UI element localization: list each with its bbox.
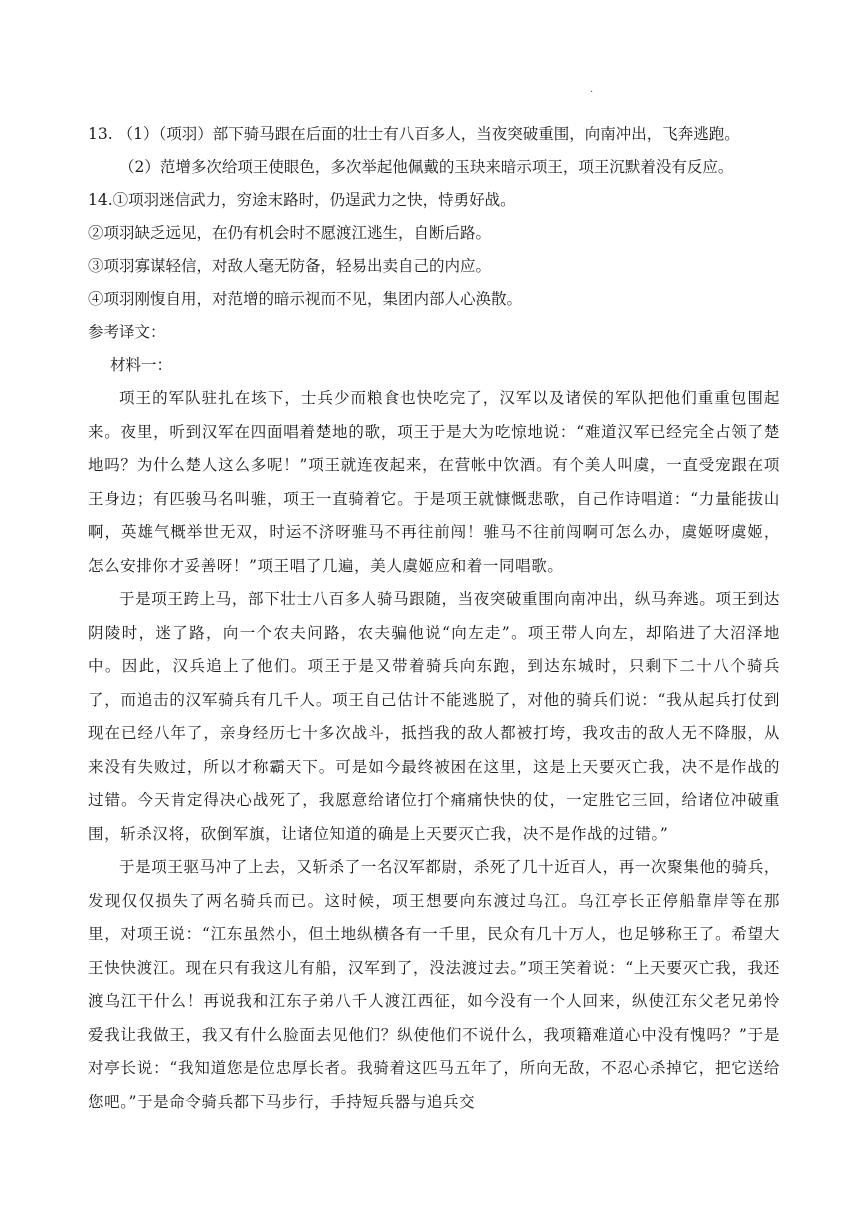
answer-14-1: 14.①项羽迷信武力，穷途末路时，仍逞武力之快，恃勇好战。: [88, 191, 516, 209]
material-label: 材料一：: [110, 356, 173, 374]
reference-heading: 参考译文：: [88, 323, 166, 341]
answer-14-2: ②项羽缺乏远见，在仍有机会时不愿渡江逃生，自断后路。: [88, 224, 492, 242]
answer-content: [88, 118, 780, 1119]
answer-14-4: ④项羽刚愎自用，对范增的暗示视而不见，集团内部人心涣散。: [88, 290, 523, 308]
answer-13-2: （2）范增多次给项王使眼色，多次举起他佩戴的玉玦来暗示项王，项王沉默着没有反应。: [119, 158, 734, 176]
header-dot: .: [590, 84, 594, 95]
answer-14-3: ③项羽寡谋轻信，对敌人毫无防备，轻易出卖自己的内应。: [88, 257, 492, 275]
translation-paragraph-1: 项王的军队驻扎在垓下，士兵少而粮食也快吃完了，汉军以及诸侯的军队把他们重重包围起来。夜里，听到汉军在四面唱着楚地的歌，项王于是大为吃惊地说：“难道汉军已经完全占领了楚地吗？为什么楚人这么多呢！”项王就连夜起来，在营帐中饮酒。有个美人叫虞，一直受宠跟在项王身边；有匹骏马名叫骓，项王一直骑着它。于是项王就慷慨悲歌，自己作诗唱道：“力量能拔山啊，英雄气概举世无双，时运不济呀骓马不再往前闯！骓马不往前闯啊可怎么办，虞姬呀虞姬，怎么安排你才妥善呀！”项王唱了几遍，美人虞姬应和着一同唱歌。: [88, 389, 780, 575]
translation-paragraph-2: 于是项王跨上马，部下壮士八百多人骑马跟随，当夜突破重围向南冲出，纵马奔逃。项王到达阴陵时，迷了路，向一个农夫问路，农夫骗他说“向左走”。项王带人向左，却陷进了大沼泽地中。因此，汉兵追上了他们。项王于是又带着骑兵向东跑，到达东城时，只剩下二十八个骑兵了，而追击的汉军骑兵有几千人。项王自己估计不能逃脱了，对他的骑兵们说：“我从起兵打仗到现在已经八年了，亲身经历七十多次战斗，抵挡我的敌人都被打垮，我攻击的敌人无不降服，从来没有失败过，所以才称霸天下。可是如今最终被困在这里，这是上天要灭亡我，决不是作战的过错。今天肯定得决心战死了，我愿意给诸位打个痛痛快快的仗，一定胜它三回，给诸位冲破重围，斩杀汉将，砍倒军旗，让诸位知道的确是上天要灭亡我，决不是作战的过错。”: [88, 590, 780, 843]
answer-13-1: 13. （1）（项羽）部下骑马跟在后面的壮士有八百多人，当夜突破重围，向南冲出，飞奔逃跑。: [88, 125, 740, 143]
translation-paragraph-3: 于是项王驱马冲了上去，又斩杀了一名汉军都尉，杀死了几十近百人，再一次聚集他的骑兵，发现仅仅损失了两名骑兵而已。这时候，项王想要向东渡过乌江。乌江亭长正停船靠岸等在那里，对项王说：“江东虽然小，但土地纵横各有一千里，民众有几十万人，也足够称王了。希望大王快快渡江。现在只有我这儿有船，汉军到了，没法渡过去。”项王笑着说：“上天要灭亡我，我还渡乌江干什么！再说我和江东子弟八千人渡江西征，如今没有一个人回来，纵使江东父老兄弟怜爱我让我做王，我又有什么脸面去见他们？纵使他们不说什么，我项籍难道心中没有愧吗？”于是对亭长说：“我知道您是位忠厚长者。我骑着这匹马五年了，所向无敌，不忍心杀掉它，把它送给您吧。”于是命令骑兵都下马步行，手持短兵器与追兵交: [88, 858, 780, 1111]
